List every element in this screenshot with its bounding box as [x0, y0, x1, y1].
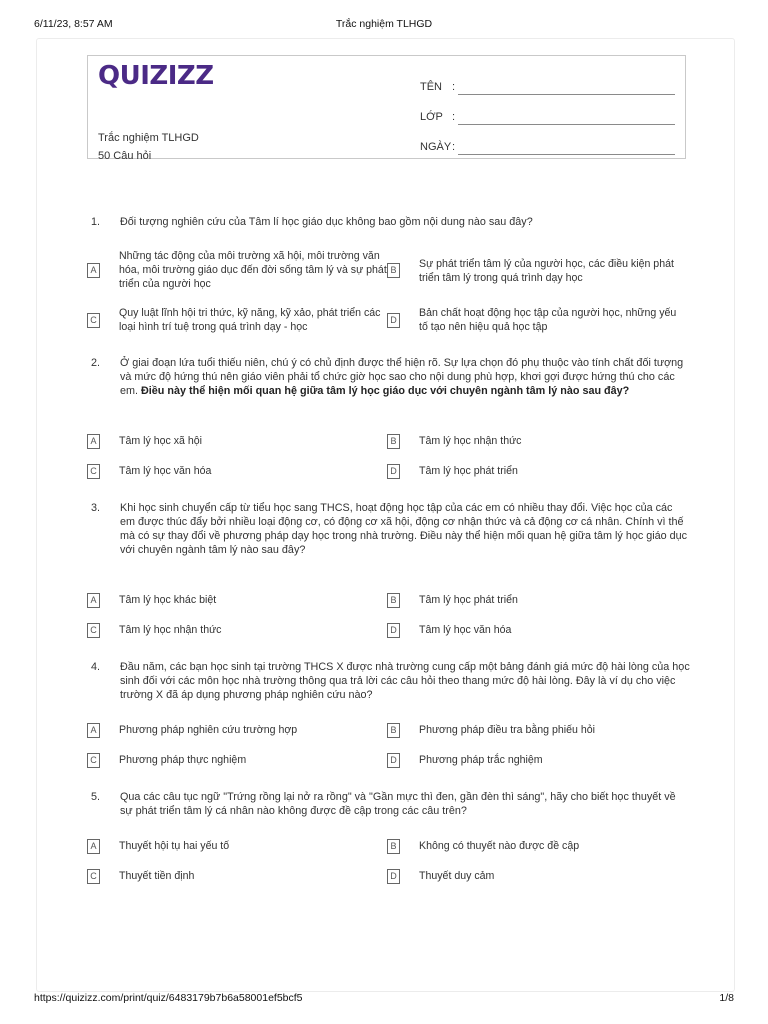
option-text: Phương pháp nghiên cứu trường hợp [119, 724, 298, 736]
option-key: A [87, 593, 100, 608]
option-key: D [387, 623, 400, 638]
question-number: 5. [91, 791, 101, 803]
question-text [120, 356, 690, 398]
question-number: 2. [91, 357, 101, 369]
option-key: D [387, 464, 400, 479]
option-key: D [387, 753, 400, 768]
option-key: C [87, 869, 100, 884]
print-date: 6/11/23, 8:57 AM [34, 18, 113, 30]
question-number: 4. [91, 661, 101, 673]
name-field[interactable] [420, 81, 675, 97]
question-text: Khi học sinh chuyển cấp từ tiểu học sang THCS, hoạt động học tập của các em có nhiều thay đổi. Việc học của các em được thúc đẩy bởi nhiều loại động cơ, có động cơ xã hội, động cơ nhận thức và cả động cơ cá nhân. Chính vì thế mà có sự thay đổi về phương pháp dạy học trong nhà trường. Điều này thể hiện mối quan hệ giữa tâm lý học giáo dục với chuyên ngành tâm lý nào sau đây? [120, 502, 688, 556]
question-text: Qua các câu tục ngữ "Trứng rồng lại nở ra rồng" và "Gần mực thì đen, gần đèn thì sáng", hãy cho biết học thuyết về sự phát triển tâm lý cá nhân nào không được đề cập trong các câu trên? [120, 791, 676, 817]
option-text: Phương pháp thực nghiệm [119, 754, 247, 766]
name-colon: : [452, 81, 456, 93]
option-text: Sự phát triển tâm lý của người học, các điều kiện phát triển tâm lý trong quá trình dạy học [419, 258, 674, 284]
option-key: A [87, 263, 100, 278]
option-text: Bản chất hoạt động học tập của người học, những yếu tố tạo nên hiệu quả học tập [419, 307, 677, 333]
quiz-name: Trắc nghiệm TLHGD [98, 132, 199, 144]
question-text: Đối tượng nghiên cứu của Tâm lí học giáo dục không bao gồm nội dung nào sau đây? [120, 216, 533, 228]
class-label: LỚP [420, 111, 443, 123]
option-text: Tâm lý học xã hội [119, 435, 203, 447]
class-field[interactable] [420, 111, 675, 127]
quiz-sheet [36, 38, 735, 992]
option-text: Tâm lý học nhận thức [419, 435, 522, 447]
option-text: Thuyết tiền định [119, 870, 195, 882]
print-url[interactable]: https://quizizz.com/print/quiz/6483179b7b6a58001ef5bcf5 [34, 992, 303, 1004]
option-text: Tâm lý học khác biệt [119, 594, 217, 606]
date-field[interactable] [420, 141, 675, 157]
quizizz-logo: QUIZIZZ [98, 61, 214, 91]
option-key: C [87, 753, 100, 768]
print-footer [34, 992, 734, 1006]
question-text: Đầu năm, các bạn học sinh tại trường THCS X được nhà trường cung cấp một bảng đánh giá mức độ hài lòng của học sinh đối với các môn học nhà trường thông qua trả lời các câu hỏi theo thang mức độ hài lòng. Đây là ví dụ cho việc trường X đã áp dụng phương pháp nghiên cứu nào? [120, 661, 690, 701]
page-number: 1/8 [719, 992, 734, 1004]
question-number: 1. [91, 216, 101, 228]
print-header [34, 18, 734, 32]
name-label: TÊN [420, 81, 442, 93]
question-emphasis: Điều này thể hiện mối quan hệ giữa tâm lý học giáo dục với chuyên ngành tâm lý nào sau đây? [141, 385, 630, 397]
date-colon: : [452, 141, 456, 153]
question-body: Ở giai đoạn lứa tuổi thiếu niên, chú ý có chủ định được thể hiện rõ. Sự lựa chọn đó phụ thuộc vào tính chất đối tượng và mức độ hứng thú nên giáo viên phải tổ chức giờ học sao cho nội dung phù hợp, khơi gợi được hứng thú cho các em. [120, 357, 684, 397]
option-key: D [387, 313, 400, 328]
print-title: Trắc nghiệm TLHGD [335, 18, 433, 30]
option-text: Tâm lý học phát triển [419, 594, 518, 606]
option-text: Tâm lý học nhận thức [119, 624, 222, 636]
option-key: C [87, 623, 100, 638]
option-text: Tâm lý học văn hóa [419, 624, 512, 636]
question-count: 50 Câu hỏi [98, 150, 152, 162]
option-key: B [387, 593, 400, 608]
quiz-info-box [87, 55, 686, 162]
option-key: B [387, 839, 400, 854]
date-label: NGÀY [420, 141, 452, 153]
option-text: Tâm lý học phát triển [419, 465, 518, 477]
class-colon: : [452, 111, 456, 123]
option-text: Thuyết hội tụ hai yếu tố [119, 840, 230, 852]
option-text: Phương pháp điều tra bằng phiếu hỏi [419, 724, 596, 736]
option-key: D [387, 869, 400, 884]
option-text: Thuyết duy cảm [419, 870, 495, 882]
option-text: Quy luật lĩnh hội tri thức, kỹ năng, kỹ xảo, phát triển các loại hình trí tuệ trong quá trình dạy - học [119, 307, 381, 333]
option-key: A [87, 723, 100, 738]
name-line [458, 94, 675, 95]
option-text: Không có thuyết nào được đề cập [419, 840, 580, 852]
option-key: C [87, 313, 100, 328]
option-key: C [87, 464, 100, 479]
option-key: B [387, 434, 400, 449]
option-key: B [387, 263, 400, 278]
option-text: Tâm lý học văn hóa [119, 465, 212, 477]
option-text: Phương pháp trắc nghiệm [419, 754, 543, 766]
option-key: B [387, 723, 400, 738]
class-line [458, 124, 675, 125]
date-line [458, 154, 675, 155]
question-number: 3. [91, 502, 101, 514]
option-key: A [87, 434, 100, 449]
option-key: A [87, 839, 100, 854]
option-text: Những tác động của môi trường xã hội, môi trường văn hóa, môi trường giáo dục đến đời sống tâm lý và sự phát triển của người học [119, 250, 387, 290]
